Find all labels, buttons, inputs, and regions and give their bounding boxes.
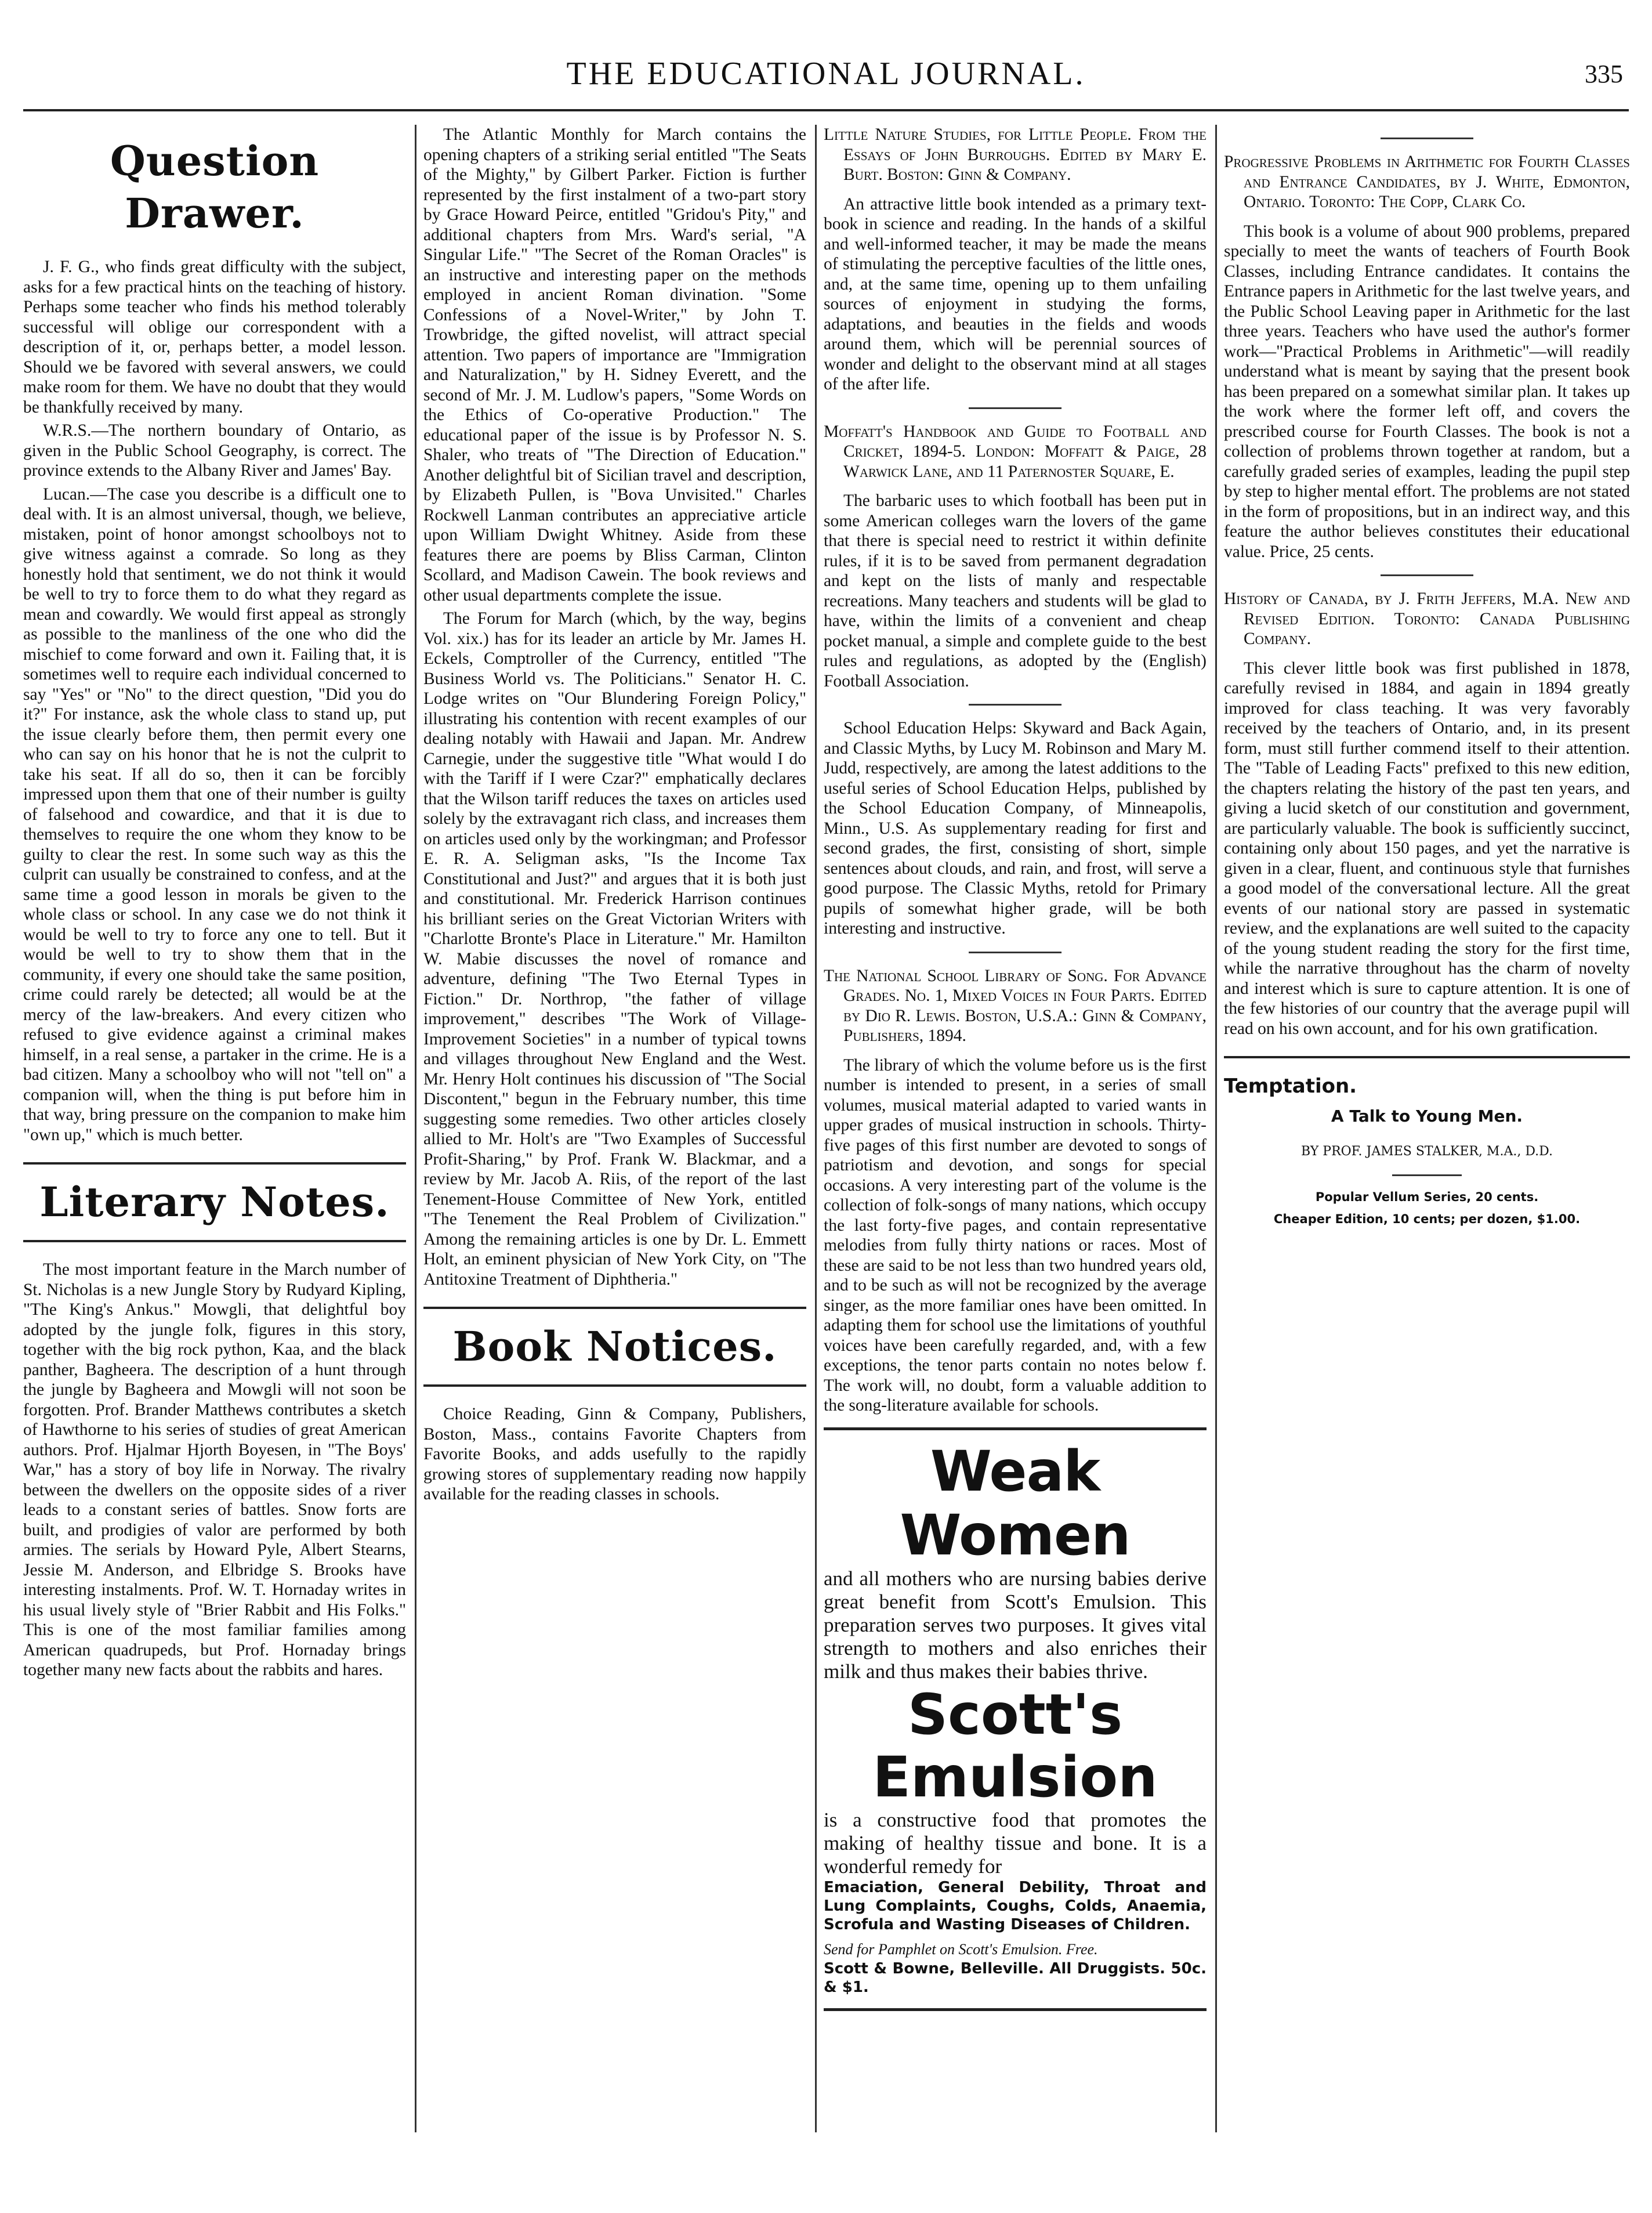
literary-paragraph: The Forum for March (which, by the way, begins Vol. xix.) has for its leader an article by Mr. James H. Eckels, Comptroller of the Currency, entitled "The Business World vs. The Politicians." Senator H. C. Lodge writes on "Our Blundering Foreign Policy," illustrating his contention with recent examples of our dealing notably with Hawaii and Japan. Mr. Andrew Carnegie, under the suggestive title "What would I do with the Tariff if I were Czar?" emphatically declares that the Wilson tariff reduces the taxes on articles used solely by the extravagant rich class, and increases them on articles used only by the workingman; and Professor E. R. A. Seligman asks, "Is the Income Tax Constitutional and Just?" and argues that it is both just and constitutional. Mr. Frederick Harrison continues his brilliant series on the Great Victorian Writers with "Charlotte Bronte's Place in Literature." Mr. Hamilton W. Mabie discusses the novel of romance and adventure, defining "The Two Eternal Types in Fiction." Dr. Northrop, "the father of village improvement," describes "The Work of Village-Improvement Societies" in a number of typical towns and villages throughout New England and the West. Mr. Henry Holt continues his discussion of "The Social Discontent," begun in the February number, this time suggesting some remedies. Two other articles closely allied to Mr. Holt's are "Two Examples of Successful Profit-Sharing," by Prof. Frank W. Blackmar, and a review by Mr. Jacob A. Riis, of the report of the last Tenement-House Committee of New York, entitled "The Tenement the Real Problem of Civilization." Among the remaining articles is one by Dr. L. Emmett Holt, an eminent physician of New York City, on "The Antitoxine Treatment of Diphtheria." bbox=[423, 609, 806, 1289]
literary-notes-heading: Literary Notes. bbox=[39, 1178, 390, 1226]
ad-brand-line2: Emulsion bbox=[872, 1744, 1158, 1810]
section-divider bbox=[1381, 574, 1473, 576]
book-notice-body: School Education Helps: Skyward and Back Again, and Classic Myths, by Lucy M. Robinson and Mary M. Judd, respectively, are among the latest additions to the useful series of School Education Helps, published by the School Education Company, of Minneapolis, Minn., U.S. As supplementary reading for first and second grades, the first, consisting of short, simple sentences about clouds, and rain, and frost, will serve a good purpose. The Classic Myths, retold for Primary pupils of somewhat higher grade, will be both interesting and instructive. bbox=[824, 719, 1207, 938]
question-paragraph: W.R.S.—The northern boundary of Ontario, as given in the Public School Geography, is correct. The province extends to the Albany River and James' Bay. bbox=[23, 421, 406, 480]
ad-tagline: is a constructive food that promotes the making of healthy tissue and bone. It is a wonderful remedy for bbox=[824, 1808, 1207, 1878]
temptation-series-1: Popular Vellum Series, 20 cents. bbox=[1315, 1190, 1539, 1204]
book-notice-body: This book is a volume of about 900 problems, prepared specially to meet the wants of teachers of Fourth Book Classes, including Entrance candidates. It contains the Entrance papers in Arithmetic for the last twelve years, and the Public School Leaving paper in Arithmetic for the last three years. Teachers who have used the author's former work—"Practical Problems in Arithmetic"—will readily understand what is meant by saying that the present book has been prepared on a somewhat similar plan. It takes up the work where the former left off, and covers the prescribed course for Fourth Classes. The book is not a collection of problems thrown together at random, but a carefully graded series of examples, leading the pupil step by step to higher mental effort. The problems are not stated in the form of propositions, but in an indirect way, and this feature the author believes constitutes their educational value. Price, 25 cents. bbox=[1224, 222, 1630, 561]
temptation-ad bbox=[1224, 1056, 1630, 1227]
book-notice-body: The barbaric uses to which football has been put in some American colleges warn the lovers of the game that there is special need to restrict it within definite rules, if it is to be saved from permanent degradation and kept on the lists of manly and respectable recreations. Many teachers and students will be glad to have, within the limits of a convenient and cheap pocket manual, a simple and complete guide to the best rules and regulations, as adopted by the (English) Football Association. bbox=[824, 491, 1207, 690]
ad-headline: Weak Women bbox=[900, 1438, 1131, 1568]
column-divider bbox=[415, 125, 416, 2132]
section-divider bbox=[969, 407, 1062, 409]
question-drawer-heading: Question Drawer. bbox=[110, 137, 320, 237]
section-divider bbox=[1392, 1174, 1462, 1176]
book-notice-title: History of Canada, by J. Frith Jeffers, M.A. New and Revised Edition. Toronto: Canada Publishing Company. bbox=[1224, 590, 1630, 648]
temptation-title: Temptation. bbox=[1224, 1075, 1357, 1098]
book-notice-body: Choice Reading, Ginn & Company, Publishers, Boston, Mass., contains Favorite Chapters from Favorite Books, and adds usefully to the rapidly growing stores of supplementary reading now happily available for the reading classes in schools. bbox=[423, 1405, 806, 1503]
question-paragraph: Lucan.—The case you describe is a difficult one to deal with. It is an almost universal, though, we believe, mistaken, point of honor amongst schoolboys not to give witness against a comrade. So long as they honestly hold that sentiment, we do not think it would be well to try to force them to do what they regard as mean and cowardly. We would first appeal as strongly as possible to the manliness of the one who did the mischief to come forward and own it. Failing that, it is sometimes well to require each individual concerned to say "Yes" or "No" to the direct question, "Did you do it?" For instance, ask the whole class to stand up, put the issue clearly before them, then permit every one who can say on his honor that he is not the culprit to take his seat. If all do so, then it can be forcibly impressed upon them that one of their number is guilty of falsehood and cowardice, and that it is due to themselves to require the one whom they know to be guilty to clear the rest. In some such way as this the culprit can usually be constrained to confess, and at the same time a good lesson in morals be given to the whole class or school. In any case we do not think it would be well to try to force any one to tell. But it would be well to try to show them that in the community, if every one should take the same position, crime could rarely be detected; all would be at the mercy of the law-breakers. And every citizen who refused to give evidence against a criminal makes himself, in a real sense, a partaker in the crime. He is a bad citizen. Many a schoolboy who will not "tell on" a companion will, when the thing is put before him in that way, bring pressure on the companion to make him "own up," which is much better. bbox=[23, 484, 406, 1144]
column-3 bbox=[824, 125, 1207, 2132]
column-divider bbox=[1215, 125, 1217, 2132]
book-notice-body: This clever little book was first published in 1878, carefully revised in 1884, and again in 1894 greatly improved for class teaching. It was very favorably received by the teachers of Ontario, and, in its present form, must still further commend itself to their attention. The "Table of Leading Facts" prefixed to this new edition, the chapters relating the history of the past ten years, and giving a lucid sketch of our constitution and government, are particularly valuable. The book is sufficiently succinct, containing only about 150 pages, and yet the narrative is given in a clear, fluent, and continuous style that furnishes a good model of the conversational lecture. All the great events of our national story are passed in systematic review, and the explanations are well suited to the capacity of the young student reading the story for the first time, while the narrative throughout has the charm of novelty and interest which is sure to capture attention. It is one of the few histories of our country that the average pupil will read on his own account, and for his own gratification. bbox=[1224, 659, 1630, 1038]
book-notices-heading-box bbox=[423, 1307, 806, 1387]
ad-body: and all mothers who are nursing babies derive great benefit from Scott's Emulsion. This preparation serves two purposes. It gives vital strength to mothers and also enriches their milk and thus makes their babies thrive. bbox=[824, 1567, 1207, 1683]
page-header bbox=[23, 23, 1629, 110]
literary-paragraph: The Atlantic Monthly for March contains the opening chapters of a striking serial entitled "The Seats of the Mighty," by Gilbert Parker. Fiction is further represented by the first instalment of a two-part story by Grace Howard Peirce, entitled "Gridou's Pity," and additional chapters from Mrs. Ward's serial, "A Singular Life." "The Secret of the Roman Oracles" is an instructive and interesting paper on the methods employed in ancient Roman divination. "Some Confessions of a Novel-Writer," by John T. Trowbridge, the gifted novelist, will attract special attention. Two papers of importance are "Immigration and Naturalization," by H. Sidney Everett, and the second of Mr. J. M. Ludlow's papers, "Some Words on the Ethics of Co-operative Production." The educational paper of the issue is by Professor N. S. Shaler, who treats of "The Direction of Education." Another delightful bit of Sicilian travel and description, by Elizabeth Pullen, is "Bova Unvisited." Charles Rockwell Lanman contributes an appreciative article upon William Dwight Whitney. Aside from these features there are poems by Bliss Carman, Clinton Scollard, and Madison Cawein. The book reviews and other usual departments complete the issue. bbox=[423, 125, 806, 605]
page-number: 335 bbox=[1585, 60, 1623, 88]
temptation-author: BY PROF. JAMES STALKER, M.A., D.D. bbox=[1300, 1144, 1553, 1159]
scotts-emulsion-ad bbox=[824, 1427, 1207, 2011]
column-4 bbox=[1224, 125, 1630, 2132]
column-2 bbox=[423, 125, 806, 2132]
book-notice-title: The National School Library of Song. For Advance Grades. No. 1, Mixed Voices in Four Parts. Edited by Dio R. Lewis. Boston, U.S.A.: Ginn & Company, Publishers, 1894. bbox=[824, 966, 1207, 1045]
book-notices-heading: Book Notices. bbox=[452, 1322, 777, 1371]
column-divider bbox=[815, 125, 817, 2132]
book-notice-body: The library of which the volume before us is the first number is intended to present, in a series of small volumes, musical material adapted to varied wants in upper grades of musical instruction in schools. Thirty-five pages of this first number are devoted to songs of patriotism and devotion, and songs for special occasions. A very interesting part of the volume is the collection of folk-songs of many nations, which occupy the last forty-five pages, and contain representative melodies from fully thirty nations or races. Most of these are said to be not less than two hundred years old, and to be such as will not be recognized by the average singer, as the more familiar ones have been omitted. In adapting them for school use the limitations of youthful voices have been carefully regarded, and, with a few exceptions, the tenor parts contain no notes below f. The work will, no doubt, form a valuable addition to the song-literature available for schools. bbox=[824, 1055, 1207, 1415]
book-notice-title: Progressive Problems in Arithmetic for Fourth Classes and Entrance Candidates, by J. White, Edmonton, Ontario. Toronto: The Copp, Clark Co. bbox=[1224, 153, 1630, 211]
ad-footer: Scott & Bowne, Belleville. All Druggists. 50c. & $1. bbox=[824, 1959, 1207, 1996]
literary-notes-heading-box bbox=[23, 1162, 406, 1242]
book-notice-title: Moffatt's Handbook and Guide to Football and Cricket, 1894-5. London: Moffatt & Paige, 28 Warwick Lane, and 11 Paternoster Square, E. bbox=[824, 422, 1207, 481]
ad-brand-line1: Scott's bbox=[907, 1682, 1123, 1747]
literary-paragraph: The most important feature in the March number of St. Nicholas is a new Jungle Story by Rudyard Kipling, "The King's Ankus." Mowgli, that delightful boy adopted by the jungle folk, figures in this story, together with the big rock python, Kaa, and the black panther, Bagheera. The description of a hunt through the jungle by Bagheera and Mowgli will not soon be forgotten. Prof. Brander Matthews contributes a sketch of Hawthorne to his series of studies of great American authors. Prof. Hjalmar Hjorth Boyesen, in "The Boys' War," has a story of boy life in Norway. The rivalry between the dwellers on the opposite sides of a river leads to a constant series of battles. Snow forts are built, and prodigies of valor are performed by both armies. The serials by Howard Pyle, Albert Stearns, Jessie M. Anderson, and Elbridge S. Brooks have interesting instalments. Prof. W. T. Hornaday writes in his usual lively style of "Brier Rabbit and His Folks." This is one of the most familiar families among American quadrupeds, but Prof. Hornaday brings together many new facts about the rabbits and hares. bbox=[23, 1260, 406, 1679]
section-divider bbox=[1381, 138, 1473, 139]
ad-pamphlet: Send for Pamphlet on Scott's Emulsion. Free. bbox=[824, 1940, 1098, 1958]
section-divider bbox=[969, 952, 1062, 953]
book-notice-body: An attractive little book intended as a primary text-book in science and reading. In the hands of a skilful and well-informed teacher, it may be made the means of stimulating the perceptive faculties of the little ones, and, at the same time, opening up to them unfailing sources of enjoyment in studying the forms, adaptations, and beauties in the fields and woods around them, which will be perennial sources of wonder and delight to the observant mind at all stages of the after life. bbox=[824, 194, 1207, 393]
journal-title: THE EDUCATIONAL JOURNAL. bbox=[566, 56, 1086, 92]
temptation-subtitle: A Talk to Young Men. bbox=[1331, 1106, 1523, 1126]
section-divider bbox=[969, 704, 1062, 706]
question-paragraph: J. F. G., who finds great difficulty with the subject, asks for a few practical hints on the teaching of history. Perhaps some teacher who finds his method tolerably successful will oblige our correspondent with a description of it, or, perhaps better, a model lesson. Should we be favored with several answers, we could make room for them. We have no doubt that they would be thankfully received by many. bbox=[23, 258, 406, 417]
column-1 bbox=[23, 125, 406, 2132]
book-notice-title: Little Nature Studies, for Little People. From the Essays of John Burroughs. Edited by Mary E. Burt. Boston: Ginn & Company. bbox=[824, 125, 1207, 184]
header-rule bbox=[23, 109, 1629, 111]
temptation-series-2: Cheaper Edition, 10 cents; per dozen, $1.00. bbox=[1273, 1212, 1581, 1226]
ad-ailments: Emaciation, General Debility, Throat and Lung Complaints, Coughs, Colds, Anaemia, Scrofula and Wasting Diseases of Children. bbox=[824, 1878, 1207, 1933]
